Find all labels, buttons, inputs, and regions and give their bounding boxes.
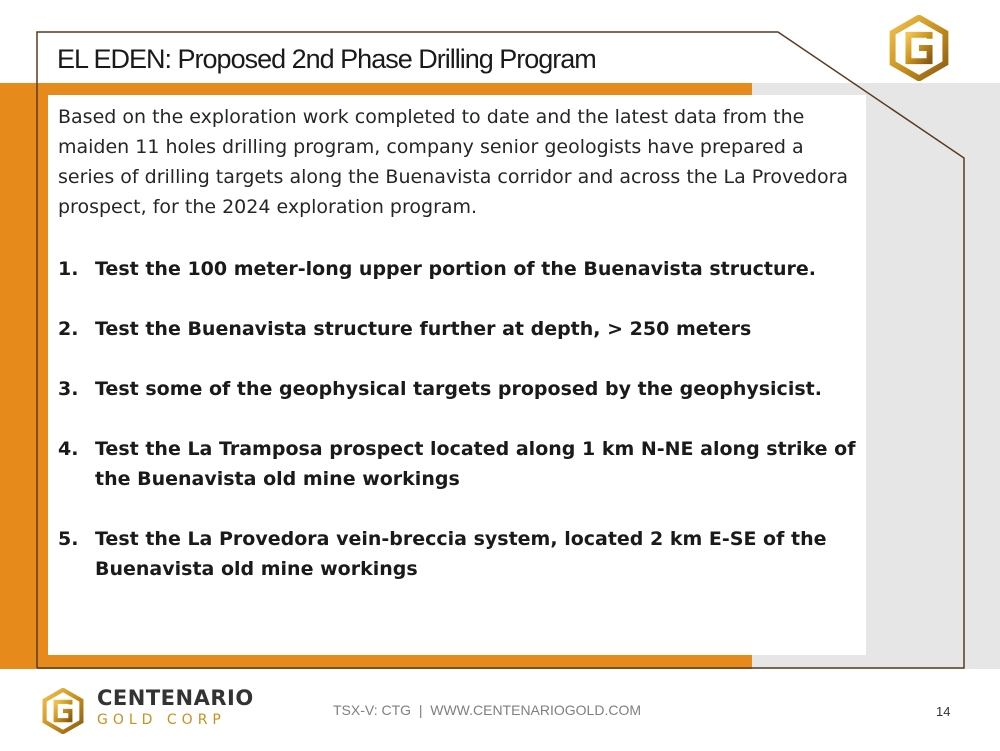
item-text: Test the 100 meter-long upper portion of the Buenavista structure.: [95, 258, 816, 280]
item-number: 3.: [58, 378, 79, 400]
item-text: Test the La Provedora vein-breccia system, located 2 km E-SE of the Buenavista old mine workings: [95, 528, 827, 580]
intro-paragraph: Based on the exploration work completed to date and the latest data from the maiden 11 holes drilling program, company senior geologists have prepared a series of drilling targets along the Buenavista corridor and across the La Provedora prospect, for the 2024 exploration program.: [58, 106, 849, 218]
footer-ticker-website: TSX-V: CTG | WWW.CENTENARIOGOLD.COM: [333, 702, 642, 718]
page-number: 14: [936, 704, 951, 719]
item-number: 1.: [58, 258, 79, 280]
list-item: [58, 524, 858, 584]
brand-name: CENTENARIO: [97, 686, 254, 710]
item-text: Test the Buenavista structure further at depth, > 250 meters: [95, 318, 752, 340]
item-number: 5.: [58, 528, 79, 550]
item-text: Test some of the geophysical targets proposed by the geophysicist.: [95, 378, 822, 400]
company-logo-icon: [886, 15, 952, 81]
footer-logo-icon: [40, 688, 86, 734]
list-item: [58, 314, 858, 344]
drilling-targets-list: [58, 254, 858, 584]
item-number: 2.: [58, 318, 79, 340]
brand-subtitle: GOLD CORP: [97, 712, 226, 728]
list-item: [58, 374, 858, 404]
item-text: Test the La Tramposa prospect located along 1 km N-NE along strike of the Buenavista old mine workings: [95, 438, 856, 490]
item-number: 4.: [58, 438, 79, 460]
list-item: [58, 434, 858, 494]
slide-title: EL EDEN: Proposed 2nd Phase Drilling Program: [57, 44, 596, 74]
list-item: [58, 254, 858, 284]
